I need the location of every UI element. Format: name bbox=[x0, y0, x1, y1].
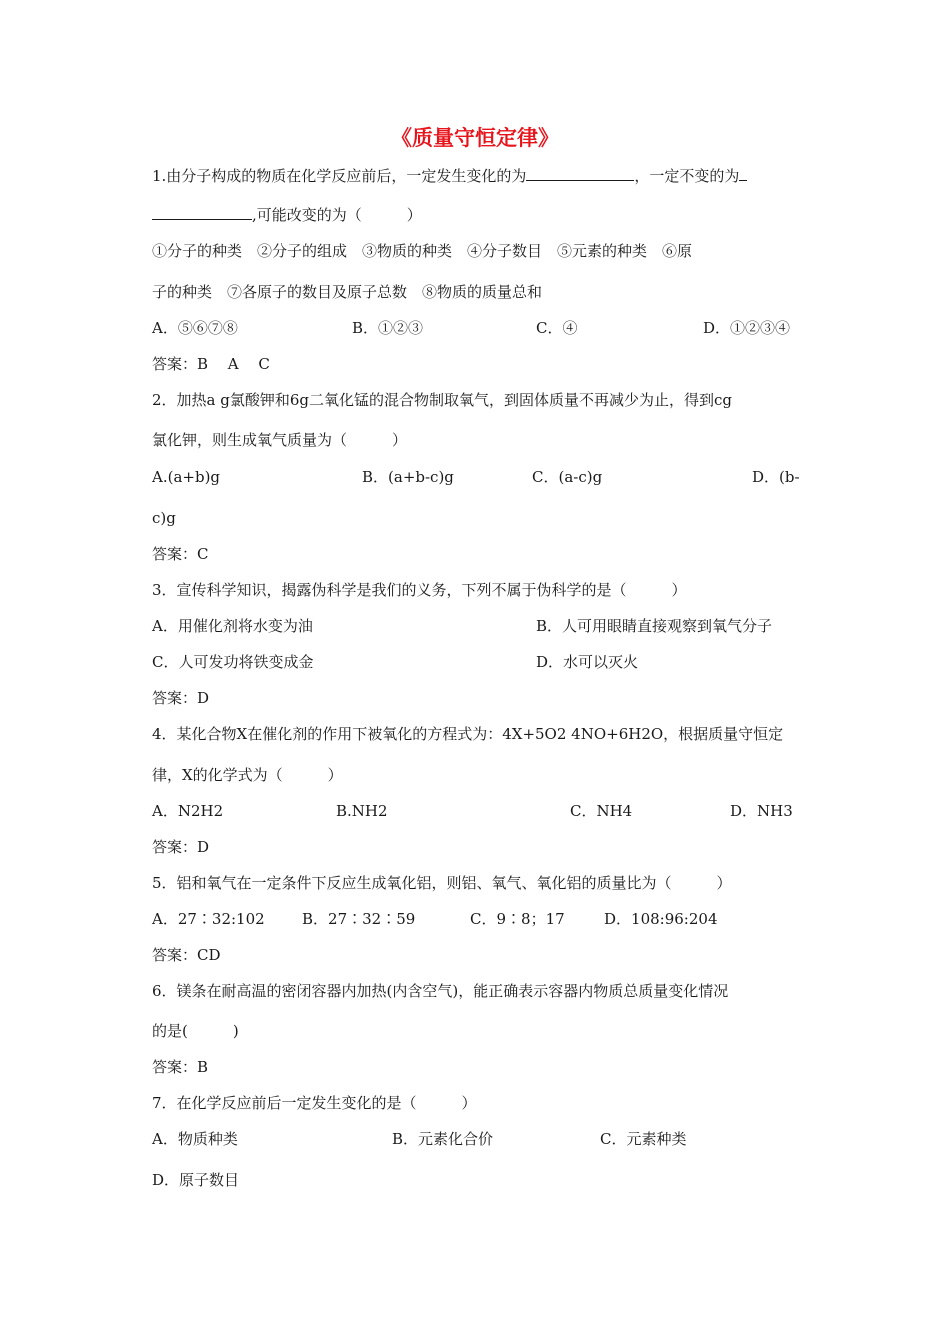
q6-line1: 6．镁条在耐高温的密闭容器内加热(内含空气)，能正确表示容器内物质总质量变化情况 bbox=[152, 982, 729, 1000]
q4-option-d: D．NH3 bbox=[730, 802, 793, 820]
q2-option-a: A.(a+b)g bbox=[152, 468, 221, 486]
q4-line1: 4．某化合物X在催化剂的作用下被氧化的方程式为：4X+5O2 4NO+6H2O，根据质量守恒定 bbox=[152, 725, 784, 743]
q2-line1: 2．加热a g氯酸钾和6g二氧化锰的混合物制取氧气，到固体质量不再减少为止，得到cg bbox=[152, 391, 733, 409]
q1-items-line2: 子的种类 ⑦各原子的数目及原子总数 ⑧物质的质量总和 bbox=[152, 283, 543, 301]
q1-option-c: C．④ bbox=[536, 319, 578, 337]
q2-option-d-cont: c)g bbox=[152, 509, 176, 527]
q1-option-d: D．①②③④ bbox=[703, 319, 791, 337]
q4-option-c: C．NH4 bbox=[570, 802, 633, 820]
q6-line2: 的是( ) bbox=[152, 1022, 239, 1040]
q6-answer: 答案：B bbox=[152, 1058, 209, 1076]
q1-text-c: ,可能改变的为（ ） bbox=[252, 206, 422, 224]
q7-option-d: D．原子数目 bbox=[152, 1171, 240, 1189]
q2-answer: 答案：C bbox=[152, 545, 209, 563]
q7-option-c: C．元素种类 bbox=[600, 1130, 687, 1148]
q1-answer: 答案：B A C bbox=[152, 355, 270, 373]
q5-option-d: D．108:96:204 bbox=[604, 910, 718, 928]
q5-option-b: B．27∶32∶59 bbox=[302, 910, 416, 928]
q1-line1 bbox=[152, 165, 747, 186]
q2-option-c: C．(a-c)g bbox=[532, 468, 603, 486]
q1-line2 bbox=[152, 204, 422, 225]
q1-text-b: ，一定不变的为 bbox=[634, 167, 740, 185]
q1-text-a: 1.由分子构成的物质在化学反应前后，一定发生变化的为 bbox=[152, 167, 527, 185]
q3-option-d: D．水可以灭火 bbox=[536, 653, 639, 671]
q2-option-b: B．(a+b-c)g bbox=[362, 468, 454, 486]
q4-line2: 律，X的化学式为（ ） bbox=[152, 766, 343, 784]
q7-line1: 7．在化学反应前后一定发生变化的是（ ） bbox=[152, 1094, 477, 1112]
q1-blank-1 bbox=[526, 165, 634, 181]
q3-option-c: C．人可发功将铁变成金 bbox=[152, 653, 314, 671]
q1-items-line1: ①分子的种类 ②分子的组成 ③物质的种类 ④分子数目 ⑤元素的种类 ⑥原 bbox=[152, 242, 693, 260]
q1-option-a: A．⑤⑥⑦⑧ bbox=[152, 319, 238, 337]
q7-option-a: A．物质种类 bbox=[152, 1130, 238, 1148]
q3-option-b: B．人可用眼睛直接观察到氧气分子 bbox=[536, 617, 773, 635]
q1-blank-2b bbox=[152, 204, 252, 220]
q2-line2: 氯化钾，则生成氧气质量为（ ） bbox=[152, 431, 408, 449]
q5-answer: 答案：CD bbox=[152, 946, 221, 964]
q2-option-d: D．(b- bbox=[752, 468, 800, 486]
q4-answer: 答案：D bbox=[152, 838, 210, 856]
q4-option-a: A．N2H2 bbox=[152, 802, 224, 820]
q5-option-c: C．9∶8；17 bbox=[470, 910, 565, 928]
q7-option-b: B．元素化合价 bbox=[392, 1130, 494, 1148]
q5-line1: 5．铝和氧气在一定条件下反应生成氧化铝，则铝、氧气、氧化铝的质量比为（ ） bbox=[152, 874, 732, 892]
q3-option-a: A．用催化剂将水变为油 bbox=[152, 617, 313, 635]
q3-answer: 答案：D bbox=[152, 689, 210, 707]
q4-option-b: B.NH2 bbox=[336, 802, 388, 820]
q1-option-b: B．①②③ bbox=[352, 319, 424, 337]
q5-option-a: A．27∶32:102 bbox=[152, 910, 265, 928]
q1-blank-2a bbox=[739, 165, 747, 181]
page-title: 《质量守恒定律》 bbox=[391, 126, 559, 150]
q3-line1: 3．宣传科学知识，揭露伪科学是我们的义务，下列不属于伪科学的是（ ） bbox=[152, 581, 687, 599]
